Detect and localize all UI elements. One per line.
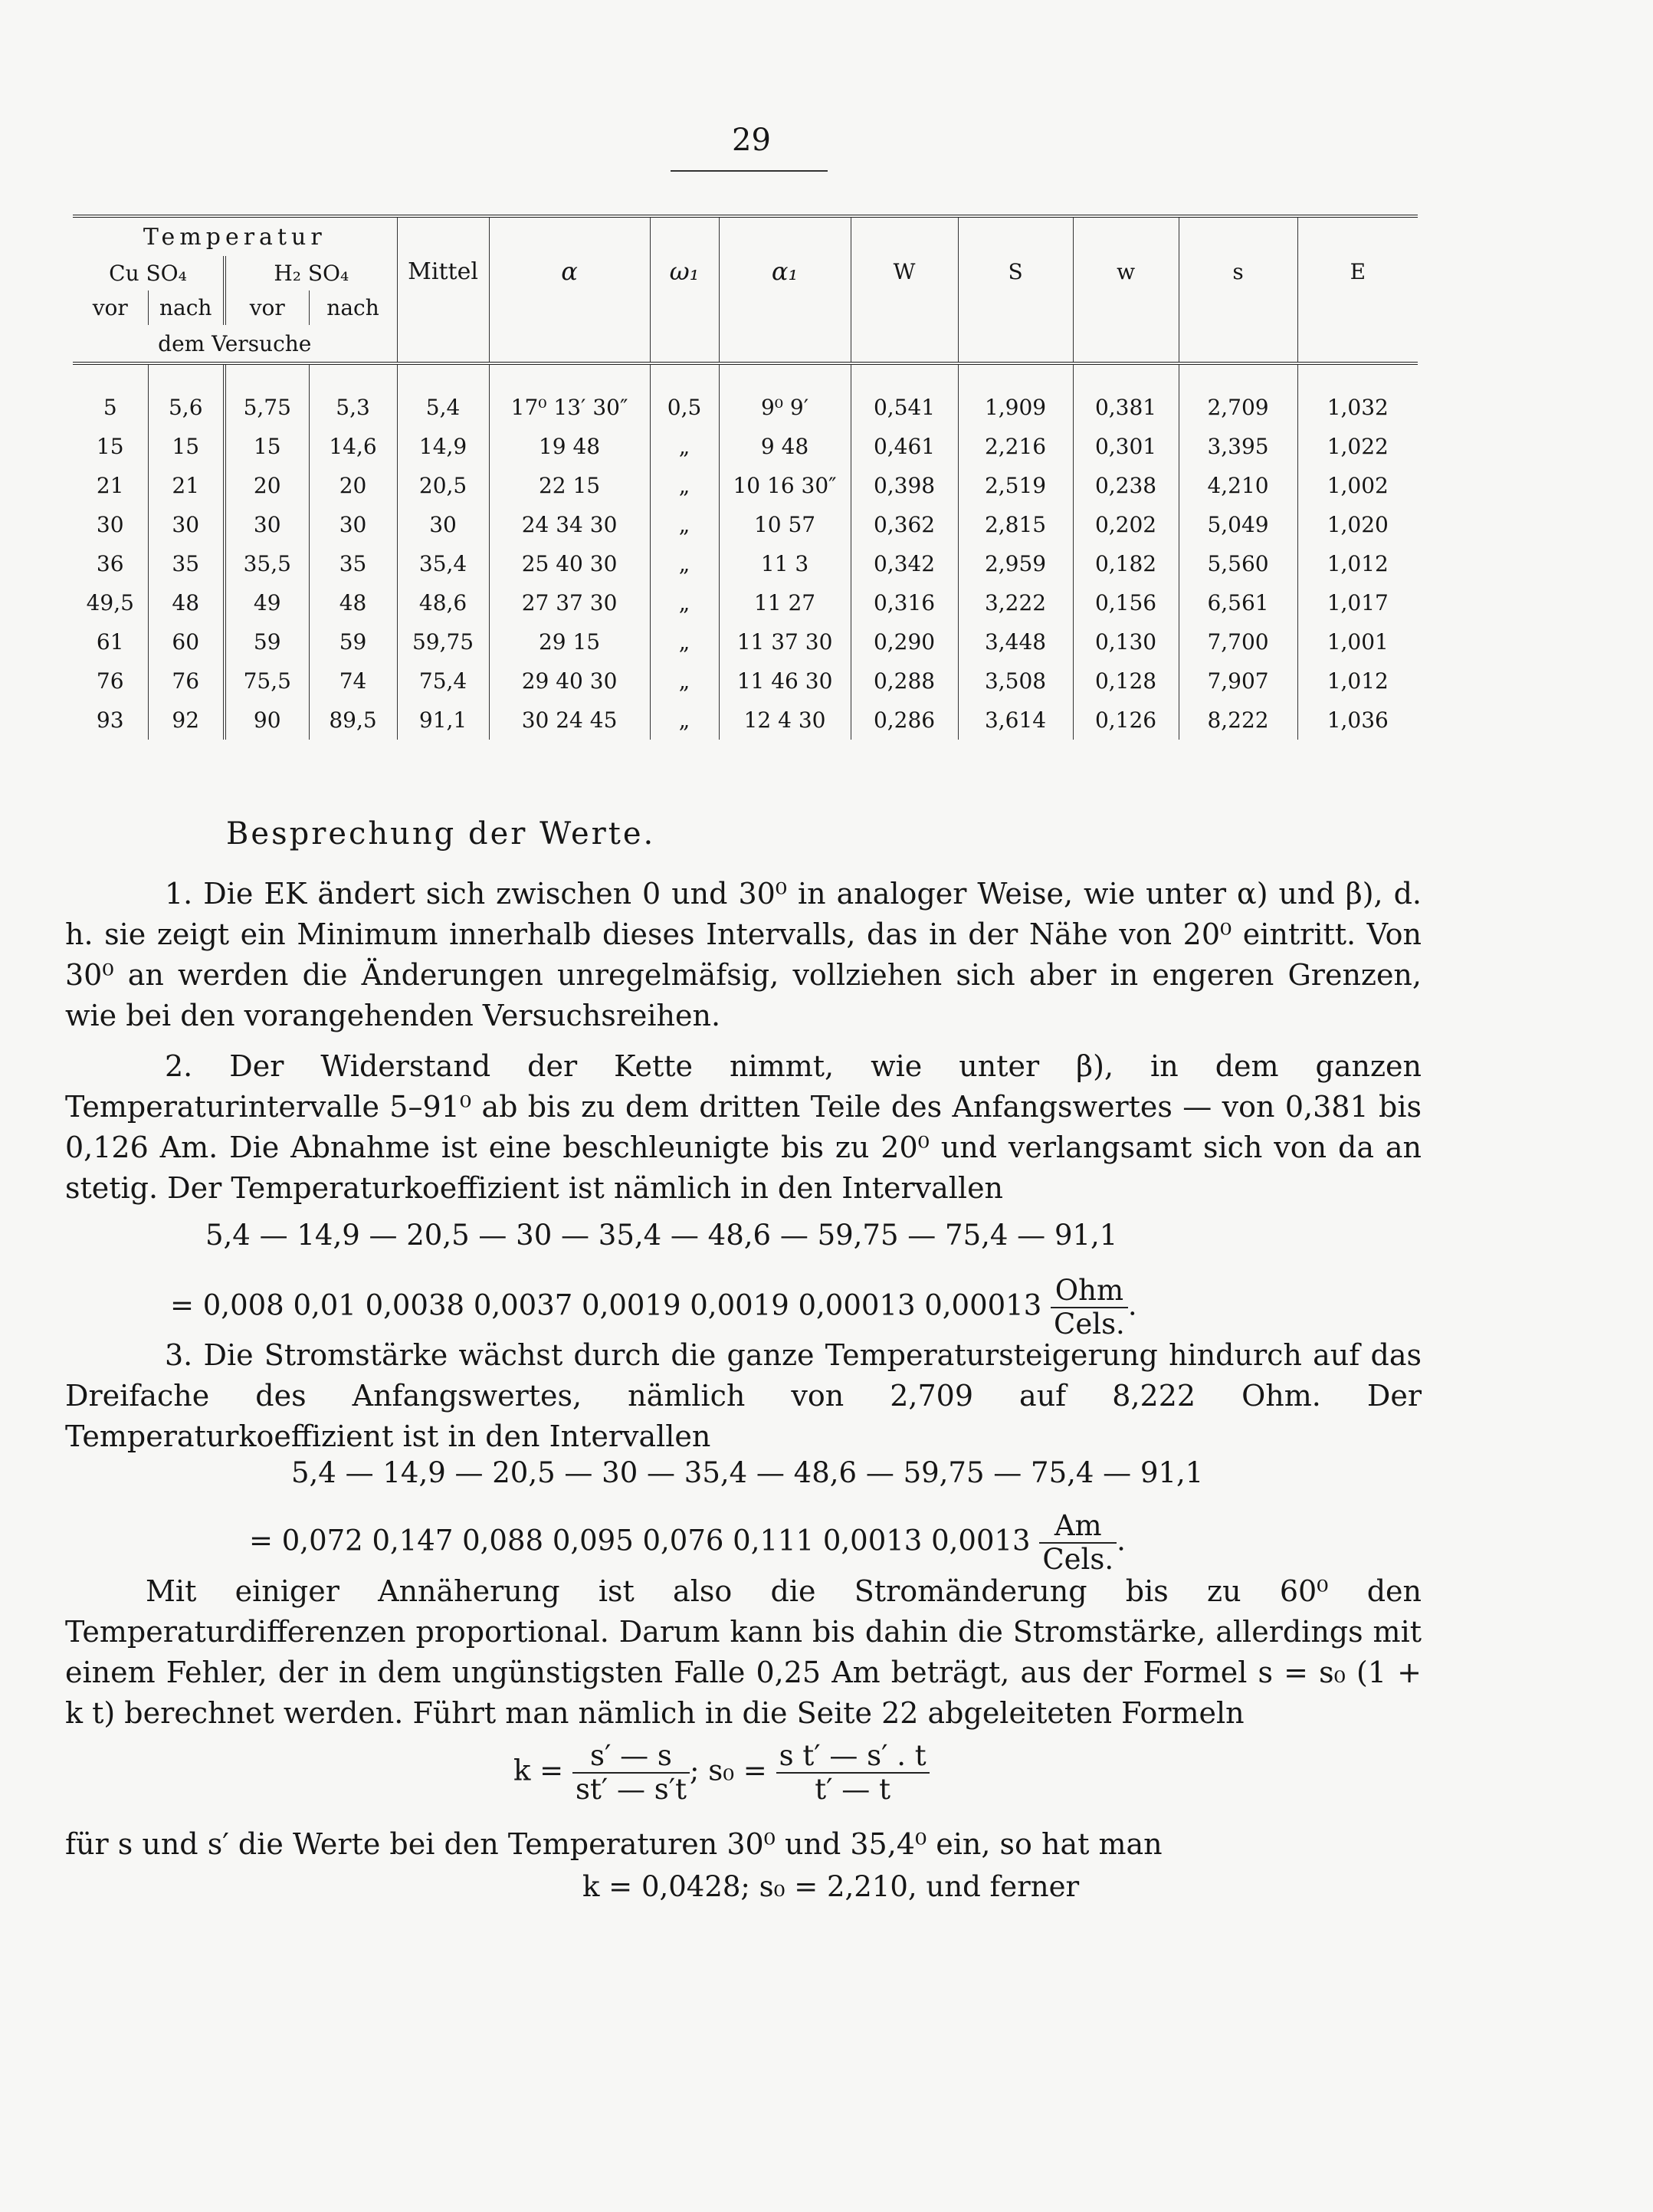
table-cell: 0,5 (650, 388, 719, 427)
table-cell: 5,560 (1179, 544, 1297, 583)
header-alpha1: α₁ (719, 216, 851, 325)
table-row (73, 661, 1418, 701)
table-cell: 61 (96, 629, 124, 655)
table-cell: 2,815 (958, 505, 1073, 544)
table-cell: 91,1 (397, 701, 489, 740)
header-S: S (958, 216, 1073, 325)
table-cell: 93 (96, 707, 124, 733)
table-cell: 22 15 (489, 466, 650, 505)
table-cell: 29 40 30 (489, 661, 650, 701)
table-cell: 1,020 (1297, 505, 1418, 544)
page-number: 29 (732, 123, 771, 158)
table-cell: „ (650, 701, 719, 740)
header-mittel: Mittel (397, 216, 489, 325)
table-cell: 1,001 (1297, 622, 1418, 661)
paragraph-2: 2. Der Widerstand der Kette nimmt, wie unter β), in dem ganzen Temperaturintervalle 5–91⁰ ab bis zu dem dritten Teile des Anfangswertes — von 0,381 bis 0,126 Am. Die Abnahme ist eine beschleunigte bis zu 20⁰ und verlangsamt sich von da an stetig. Der Temperaturkoeffizient ist nämlich in den Intervallen (65, 1049, 1422, 1205)
table-cell: 7,700 (1179, 622, 1297, 661)
table-cell: 11 27 (719, 583, 851, 622)
table-cell: 2,709 (1179, 388, 1297, 427)
table-cell: 0,238 (1073, 466, 1179, 505)
table-cell: 0,541 (851, 388, 958, 427)
table-cell: 1,017 (1297, 583, 1418, 622)
table-cell: 59 (309, 622, 397, 661)
equation-1-values-text: = 0,008 0,01 0,0038 0,0037 0,0019 0,0019 0,00013 0,00013 (170, 1288, 1042, 1322)
table-cell: 3,448 (958, 622, 1073, 661)
header-w: w (1073, 216, 1179, 325)
table-row (73, 701, 1418, 740)
table-cell: 5,4 (397, 388, 489, 427)
table-cell: 1,032 (1297, 388, 1418, 427)
table-cell: 89,5 (309, 701, 397, 740)
table-row (73, 427, 1418, 466)
table-cell: 11 46 30 (719, 661, 851, 701)
header-s: s (1179, 216, 1297, 325)
table-cell: 35,5 (225, 544, 309, 583)
table-cell: 14,6 (309, 427, 397, 466)
table-cell: 49,5 (86, 590, 134, 615)
table-cell: 9⁰ 9′ (719, 388, 851, 427)
formula-s0-fraction: $\frac{\text{s t′ — s′ . t}}{t' — t}$ (776, 1740, 930, 1806)
header-vor-h2so4: vor (225, 290, 309, 325)
header-h2so4: H₂ SO₄ (225, 256, 397, 290)
table-cell: 30 (225, 505, 309, 544)
table-cell: 17⁰ 13′ 30″ (489, 388, 650, 427)
table-cell: 0,461 (851, 427, 958, 466)
equation-1-values: = 0,008 0,01 0,0038 0,0037 0,0019 0,0019 0,00013 0,00013 $\frac{\text{Ohm}}{\text{Cels.}}$ . (170, 1274, 1137, 1341)
table-cell: 48 (309, 583, 397, 622)
table-cell: „ (650, 583, 719, 622)
table-cell: 59,75 (397, 622, 489, 661)
table-cell: 30 (397, 505, 489, 544)
table-cell: 1,022 (1297, 427, 1418, 466)
table-cell: 0,128 (1073, 661, 1179, 701)
header-dem-versuche: dem Versuche (73, 325, 397, 363)
table-cell: 5,3 (309, 388, 397, 427)
formula-k-fraction: $\frac{s' — s}{st' — s't}$ (572, 1740, 690, 1806)
paragraph-1: 1. Die EK ändert sich zwischen 0 und 30⁰ in analoger Weise, wie unter α) und β), d. h. sie zeigt ein Minimum innerhalb dieses Intervalls, das in der Nähe von 20⁰ eintritt. Von 30⁰ an werden die Änderungen unregelmäfsig, vollziehen sich aber in engeren Grenzen, wie bei den vorangehenden Versuchsreihen. (65, 877, 1422, 1032)
table-cell: 59 (225, 622, 309, 661)
table-cell: 0,301 (1073, 427, 1179, 466)
table-cell: 15 (96, 434, 124, 459)
table-cell: 48,6 (397, 583, 489, 622)
header-vor-cuso4: vor (92, 295, 128, 320)
table-cell: 15 (225, 427, 309, 466)
table-cell: 2,216 (958, 427, 1073, 466)
table-cell: 11 3 (719, 544, 851, 583)
table-cell: „ (650, 466, 719, 505)
table-cell: 20 (225, 466, 309, 505)
table-cell: 5,75 (225, 388, 309, 427)
table-cell: 20 (309, 466, 397, 505)
table-cell: 6,561 (1179, 583, 1297, 622)
table-cell: 0,342 (851, 544, 958, 583)
table-cell: 3,395 (1179, 427, 1297, 466)
table-cell: 24 34 30 (489, 505, 650, 544)
table-cell: „ (650, 427, 719, 466)
table-cell: 4,210 (1179, 466, 1297, 505)
header-omega1: ω₁ (650, 216, 719, 325)
paragraph-3: 3. Die Stromstärke wächst durch die ganze Temperatursteigerung hindurch auf das Dreifache des Anfangswertes, nämlich von 2,709 auf 8,222 Ohm. Der Temperaturkoeffizient ist in den Intervallen (65, 1338, 1422, 1453)
table-cell: 76 (148, 661, 225, 701)
table-cell: 20,5 (397, 466, 489, 505)
header-temperatur: Temperatur (73, 216, 397, 256)
table-cell: 7,907 (1179, 661, 1297, 701)
table-cell: 5,6 (148, 388, 225, 427)
table-cell: „ (650, 544, 719, 583)
table-cell: 2,519 (958, 466, 1073, 505)
header-E: E (1297, 216, 1418, 325)
table-cell: 0,316 (851, 583, 958, 622)
table-cell: 25 40 30 (489, 544, 650, 583)
table-cell: 10 16 30″ (719, 466, 851, 505)
result-line: k = 0,0428; s₀ = 2,210, und ferner (582, 1870, 1080, 1903)
table-cell: 0,130 (1073, 622, 1179, 661)
table-cell: 35 (148, 544, 225, 583)
equation-2-intervals: 5,4 — 14,9 — 20,5 — 30 — 35,4 — 48,6 — 59,75 — 75,4 — 91,1 (291, 1456, 1204, 1489)
page-number-rule (671, 170, 828, 172)
table-cell: 0,182 (1073, 544, 1179, 583)
table-row (73, 505, 1418, 544)
table-cell: 1,909 (958, 388, 1073, 427)
table-cell: 9 48 (719, 427, 851, 466)
header-cuso4: Cu SO₄ (109, 261, 187, 286)
table-cell: 15 (148, 427, 225, 466)
table-cell: 5,049 (1179, 505, 1297, 544)
table-cell: „ (650, 661, 719, 701)
table-cell: 0,126 (1073, 701, 1179, 740)
equation-1-intervals: 5,4 — 14,9 — 20,5 — 30 — 35,4 — 48,6 — 59,75 — 75,4 — 91,1 (205, 1219, 1118, 1252)
paragraph-4: Mit einiger Annäherung ist also die Stromänderung bis zu 60⁰ den Temperaturdifferenzen proportional. Darum kann bis dahin die Stromstärke, allerdings mit einem Fehler, der in dem ungünstigsten Falle 0,25 Am beträgt, aus der Formel s = s₀ (1 + k t) berechnet werden. Führt man nämlich in die Seite 22 abgeleiteten Formeln (65, 1574, 1422, 1730)
table-row (73, 583, 1418, 622)
table-cell: 5 (103, 395, 117, 420)
equation-2-values-text: = 0,072 0,147 0,088 0,095 0,076 0,111 0,0013 0,0013 (249, 1524, 1031, 1557)
table-cell: 0,362 (851, 505, 958, 544)
table-cell: 30 (148, 505, 225, 544)
data-table (73, 215, 1418, 778)
table-cell: 0,202 (1073, 505, 1179, 544)
table-cell: 21 (96, 473, 124, 498)
table-cell: 75,5 (225, 661, 309, 701)
table-cell: 1,012 (1297, 661, 1418, 701)
equation-2-unit: $\frac{Am}{\text{Cels.}}$ (1039, 1510, 1117, 1576)
table-cell: 49 (225, 583, 309, 622)
table-cell: 90 (225, 701, 309, 740)
paragraph-5: für s und s′ die Werte bei den Temperaturen 30⁰ und 35,4⁰ ein, so hat man (65, 1827, 1163, 1861)
header-W: W (851, 216, 958, 325)
section-heading: Besprechung der Werte. (226, 816, 656, 852)
table-cell: 19 48 (489, 427, 650, 466)
table-cell: 1,036 (1297, 701, 1418, 740)
table-cell: 92 (148, 701, 225, 740)
table-cell: 0,156 (1073, 583, 1179, 622)
header-alpha: α (489, 216, 650, 325)
table-cell: 35 (309, 544, 397, 583)
table-cell: 14,9 (397, 427, 489, 466)
table-cell: 36 (96, 551, 124, 576)
table-cell: 60 (148, 622, 225, 661)
table-cell: 29 15 (489, 622, 650, 661)
table-cell: 48 (148, 583, 225, 622)
formula-k-s0: k = $\frac{s' — s}{st' — s't}$ ; s₀ = $\frac{\text{s t′ — s′ . t}}{t' — t}$ (513, 1740, 930, 1806)
table-cell: 74 (309, 661, 397, 701)
table-cell: 2,959 (958, 544, 1073, 583)
table-cell: 76 (96, 668, 124, 694)
table-cell: 11 37 30 (719, 622, 851, 661)
table-row (73, 466, 1418, 505)
table-cell: 3,508 (958, 661, 1073, 701)
table-cell: 1,012 (1297, 544, 1418, 583)
table-cell: 30 (96, 512, 124, 537)
table-cell: 0,398 (851, 466, 958, 505)
table-cell: 21 (148, 466, 225, 505)
table-cell: 3,614 (958, 701, 1073, 740)
table-cell: 12 4 30 (719, 701, 851, 740)
table-row (73, 544, 1418, 583)
table-cell: „ (650, 622, 719, 661)
table-cell: 10 57 (719, 505, 851, 544)
table-cell: „ (650, 505, 719, 544)
equation-1-unit: $\frac{\text{Ohm}}{\text{Cels.}}$ (1051, 1275, 1128, 1341)
table-cell: 27 37 30 (489, 583, 650, 622)
equation-2-values: = 0,072 0,147 0,088 0,095 0,076 0,111 0,0013 0,0013 $\frac{Am}{\text{Cels.}}$ . (249, 1509, 1126, 1576)
table-cell: 30 (309, 505, 397, 544)
table-cell: 35,4 (397, 544, 489, 583)
table-cell: 75,4 (397, 661, 489, 701)
table-cell: 30 24 45 (489, 701, 650, 740)
header-nach-h2so4: nach (309, 290, 397, 325)
table-row (73, 622, 1418, 661)
header-nach-cuso4: nach (148, 290, 225, 325)
table-cell: 0,381 (1073, 388, 1179, 427)
table-cell: 0,290 (851, 622, 958, 661)
table-row (73, 388, 1418, 427)
table-cell: 3,222 (958, 583, 1073, 622)
table-cell: 0,288 (851, 661, 958, 701)
table-cell: 1,002 (1297, 466, 1418, 505)
table-cell: 0,286 (851, 701, 958, 740)
table-cell: 8,222 (1179, 701, 1297, 740)
